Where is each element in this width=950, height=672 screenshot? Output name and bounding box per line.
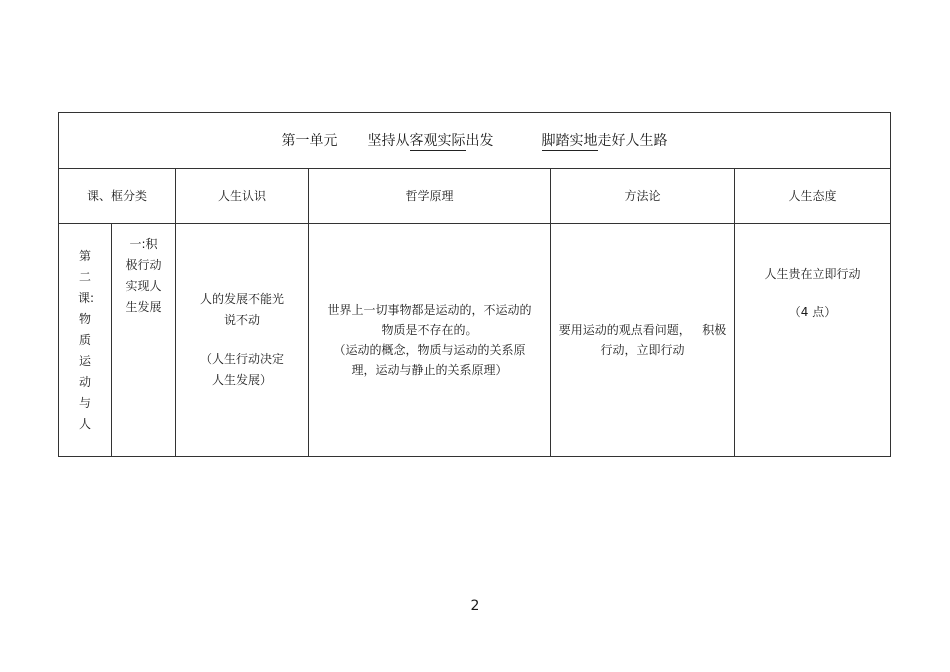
table-row xyxy=(59,224,891,457)
cell-attitude: 人生贵在立即行动 （4 点） xyxy=(735,224,891,457)
cell-philosophy: 世界上一切事物都是运动的，不运动的物质是不存在的。 （运动的概念，物质与运动的关系原理，运动与静止的关系原理） xyxy=(309,224,551,457)
table-title xyxy=(59,113,891,169)
unit-label: 第一单元 xyxy=(281,132,338,149)
cell-frame: 一:积极行动实现人生发展 xyxy=(112,224,176,457)
cell-life-recognition: 人的发展不能光说不动 （人生行动决定人生发展） xyxy=(176,224,309,457)
header-attitude: 人生态度 xyxy=(735,169,891,224)
summary-table xyxy=(58,112,891,457)
header-row xyxy=(59,169,891,224)
cell-methodology: 要用运动的观点看问题， 积极行动，立即行动 xyxy=(551,224,735,457)
header-methodology: 方法论 xyxy=(551,169,735,224)
title-part-1: 坚持从客观实际出发 xyxy=(367,132,494,149)
header-category: 课、框分类 xyxy=(59,169,176,224)
title-part-2: 脚踏实地走好人生路 xyxy=(541,132,668,149)
underlined-text: 客观实际 xyxy=(409,132,466,149)
header-philosophy: 哲学原理 xyxy=(309,169,551,224)
cell-lesson: 第二课:物质运动与人 xyxy=(59,224,112,457)
page-number: 2 xyxy=(470,598,480,614)
header-life-recognition: 人生认识 xyxy=(176,169,309,224)
title-row xyxy=(59,113,891,169)
underlined-text: 脚踏实地 xyxy=(541,132,598,149)
